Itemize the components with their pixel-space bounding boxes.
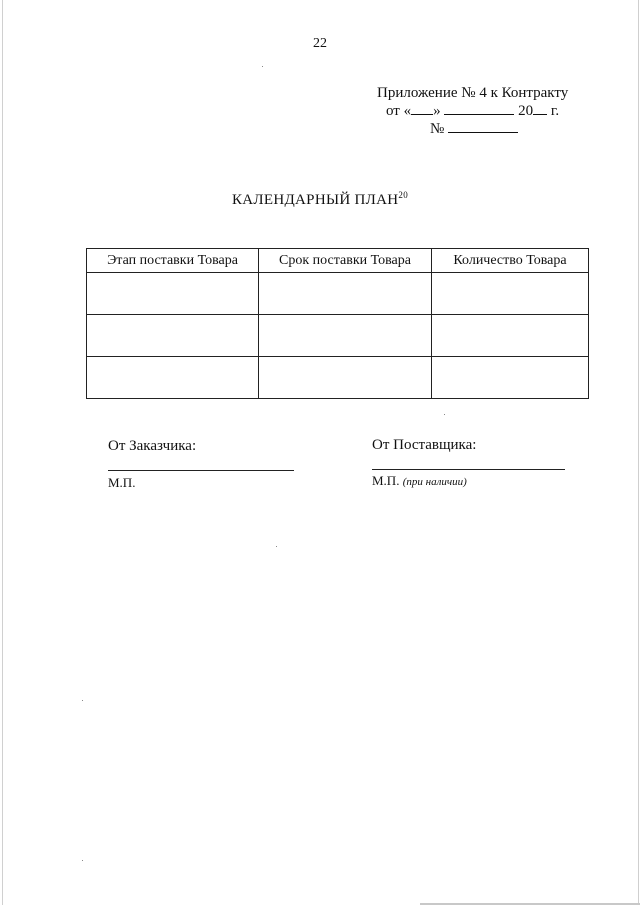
date-mid: » [433,103,441,119]
appendix-header [360,84,580,138]
header-stage: Этап поставки Товара [87,249,259,273]
appendix-number-line [430,120,580,138]
table-cell [87,357,259,399]
supplier-stamp-label: М.П. [372,473,400,488]
appendix-title: Приложение № 4 к Контракту [377,85,569,101]
date-prefix: от « [386,103,412,119]
table-header-row [87,249,589,273]
table-cell [259,315,432,357]
page-edge-right [638,0,639,905]
table-row [87,357,589,399]
number-blank [448,120,518,133]
title-footnote: 20 [398,190,408,200]
date-suffix: г. [550,103,560,119]
table-cell [432,273,589,315]
year-blank [533,102,547,115]
page-number: 22 [313,36,327,51]
appendix-date-line [386,102,580,120]
title-text: КАЛЕНДАРНЫЙ ПЛАН [232,192,399,208]
supplier-signature-line [372,469,565,470]
day-blank [411,102,433,115]
scan-speck [82,700,83,701]
supplier-signature-label: От Поставщика: [372,437,477,453]
table-row [87,315,589,357]
document-title [0,190,640,209]
customer-signature-line [108,470,294,471]
scan-speck [444,414,445,415]
supplier-stamp [372,473,467,489]
date-year: 20 [518,103,534,119]
table-cell [432,315,589,357]
header-term: Срок поставки Товара [259,249,432,273]
scan-speck [262,66,263,67]
supplier-stamp-note: (при наличии) [402,476,467,488]
page-edge-left [2,0,3,905]
calendar-plan-table [86,248,589,399]
table-cell [259,357,432,399]
table-cell [87,315,259,357]
customer-stamp-label: М.П. [108,475,136,490]
scan-speck [82,860,83,861]
table-cell [259,273,432,315]
customer-signature-label: От Заказчика: [108,438,197,454]
header-quantity: Количество Товара [432,249,589,273]
table-row [87,273,589,315]
month-blank [444,102,514,115]
table-cell [87,273,259,315]
scan-speck [276,546,277,547]
number-prefix: № [430,121,445,137]
table-cell [432,357,589,399]
